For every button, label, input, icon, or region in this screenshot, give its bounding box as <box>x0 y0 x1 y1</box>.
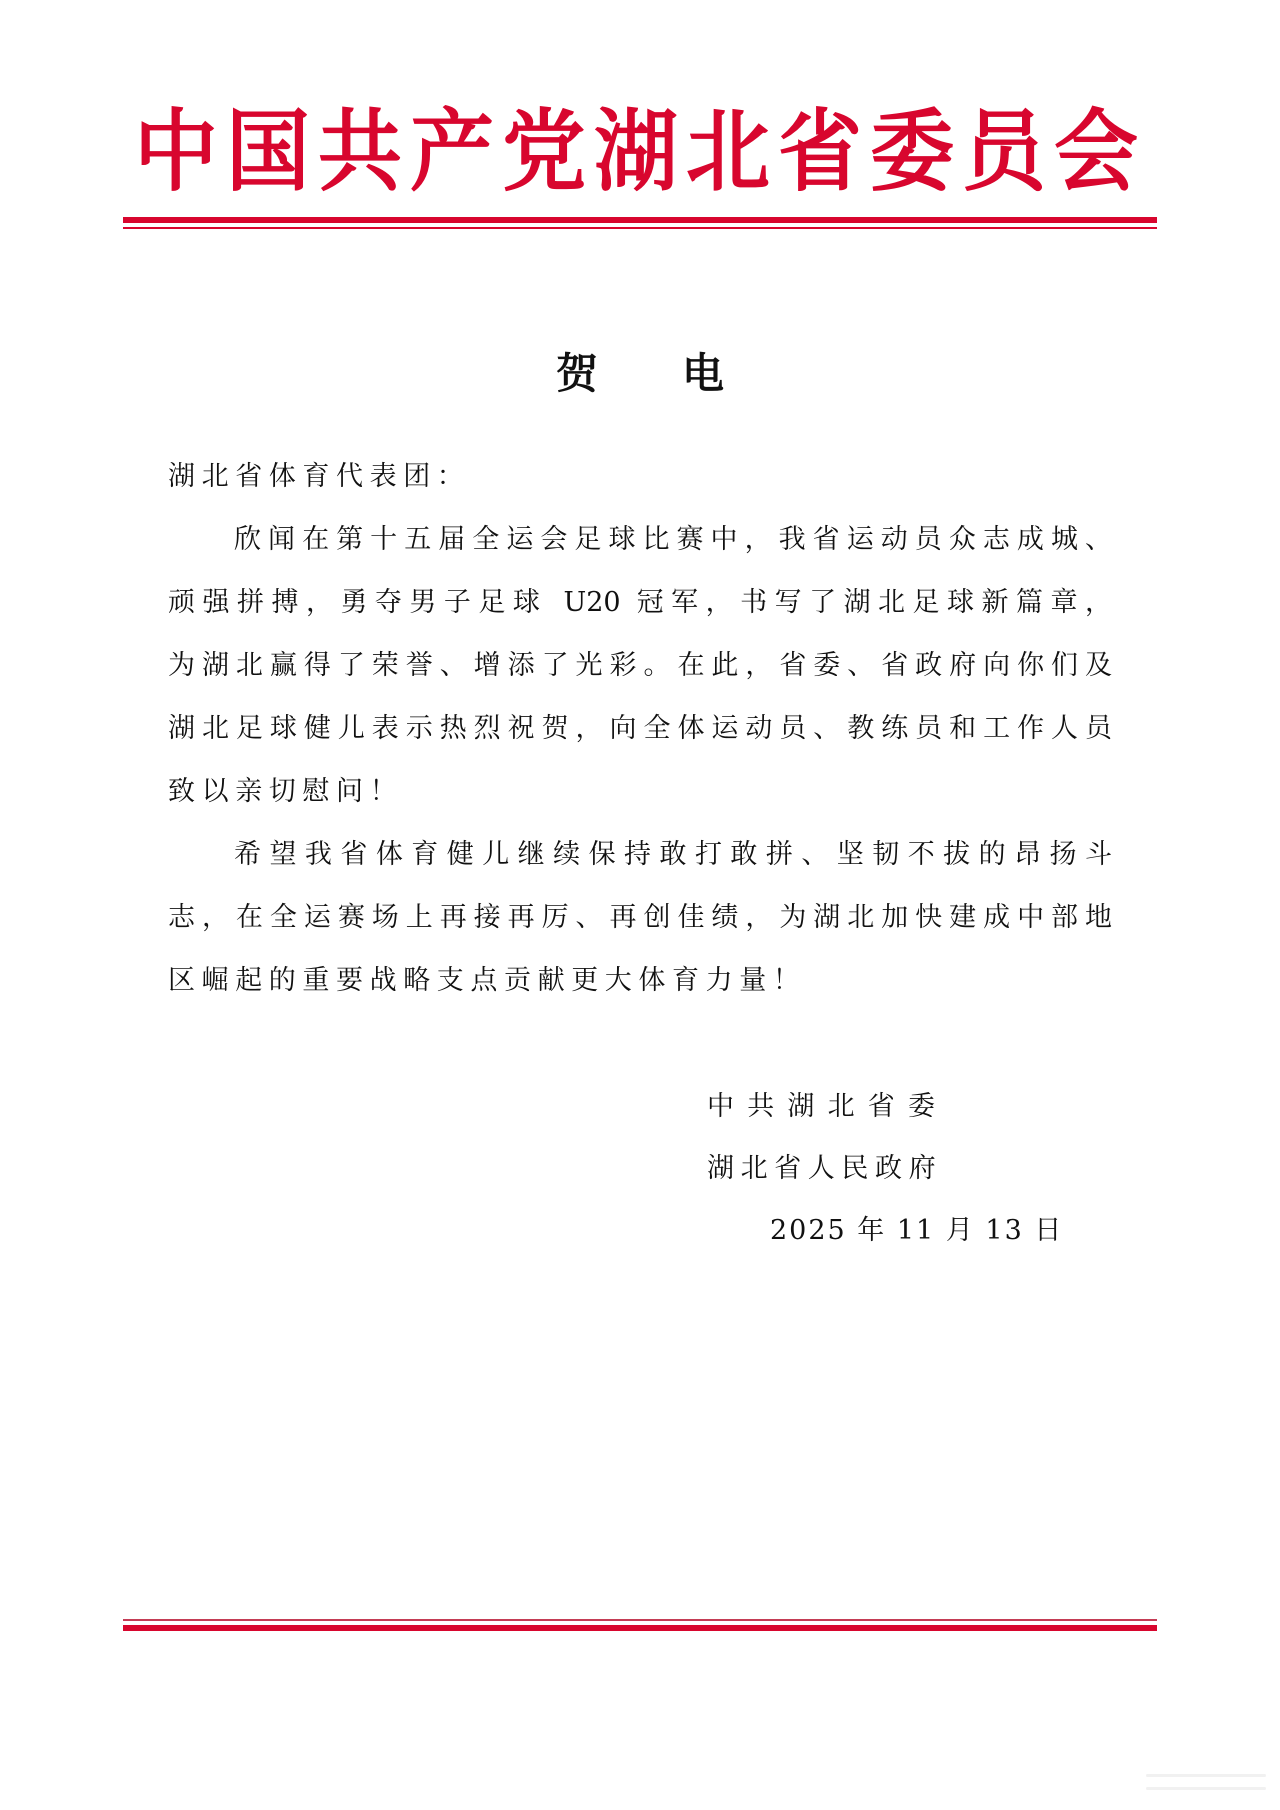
paragraph-1-line-2: 顽强拼搏，勇夺男子足球 U20 冠军，书写了湖北足球新篇章， <box>168 587 1112 618</box>
signature-org-party-committee: 中共湖北省委 <box>707 1091 935 1122</box>
signature-date: 2025 年 11 月 13 日 <box>770 1215 1064 1246</box>
document-heading: 贺 电 <box>555 349 724 398</box>
signature-org-government: 湖北省人民政府 <box>707 1153 943 1184</box>
footer-rule-thick <box>123 1625 1157 1631</box>
paragraph-2-line-3: 区崛起的重要战略支点贡献更大体育力量！ <box>168 965 807 996</box>
paragraph-2-line-1: 希望我省体育健儿继续保持敢打敢拼、坚韧不拔的昂扬斗 <box>234 839 1112 870</box>
letterhead-rule-thin <box>123 227 1157 229</box>
paragraph-1-line-3: 为湖北赢得了荣誉、增添了光彩。在此，省委、省政府向你们及 <box>168 650 1112 681</box>
paragraph-1-line-5: 致以亲切慰问！ <box>168 776 404 807</box>
letterhead-rule-thick <box>123 217 1157 223</box>
letter-body <box>168 459 1112 1026</box>
paragraph-1-line-1: 欣闻在第十五届全运会足球比赛中，我省运动员众志成城、 <box>234 524 1112 555</box>
paragraph-2-line-2: 志，在全运赛场上再接再厉、再创佳绩，为湖北加快建成中部地 <box>168 902 1112 933</box>
paragraph-1-line-4: 湖北足球健儿表示热烈祝贺，向全体运动员、教练员和工作人员 <box>168 713 1112 744</box>
watermark-stroke <box>1146 1774 1266 1777</box>
signature-block <box>707 1089 1064 1275</box>
letterhead-title: 中国共产党湖北省委员会 <box>133 100 1146 204</box>
watermark-mark <box>1146 1764 1266 1800</box>
salutation: 湖北省体育代表团： <box>168 461 471 492</box>
watermark-stroke <box>1146 1787 1266 1790</box>
footer-rule-thin <box>123 1619 1157 1621</box>
